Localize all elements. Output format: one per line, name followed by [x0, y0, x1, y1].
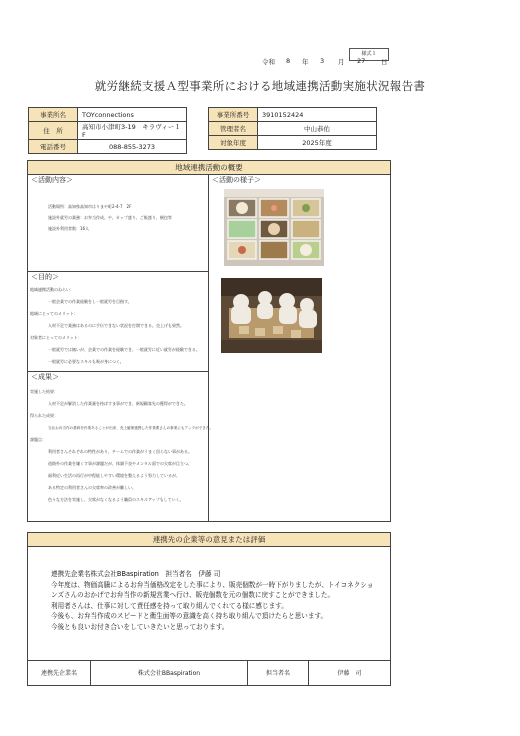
page-title: 就労継続支援Ａ型事業所における地域連携活動実施状況報告書: [94, 79, 426, 93]
fiscal-year-value: 2025年度: [258, 136, 377, 150]
column-divider: [208, 175, 209, 521]
purpose-heading: ＜目的＞: [31, 273, 59, 281]
result-line: 人材不足が解消した作業量を持ぼすま事ができ、新規顧客先の獲得ができた。: [48, 401, 188, 406]
date-day-unit: 日: [381, 58, 388, 66]
date-era: 令和: [262, 58, 275, 66]
date-day: 27: [357, 57, 366, 65]
date-year-unit: 年: [302, 58, 309, 66]
purpose-line: 人材不足で業務はあるのに手伝できない状況を打開できる。売上げも果然。: [48, 323, 184, 328]
result-line: 得られた成果：: [30, 413, 58, 418]
manager-label: 管理者名: [209, 122, 258, 136]
purpose-line: 対象者にとってのメリット：: [30, 335, 82, 340]
result-cell: [28, 371, 214, 522]
phone-label: 電話番号: [29, 140, 78, 154]
evaluation-footer-row: [28, 660, 390, 686]
purpose-line: 地域にとってのメリット：: [30, 311, 78, 316]
fiscal-year-label: 対象年度: [209, 136, 258, 150]
phone-value: 088-855-3273: [78, 140, 187, 154]
office-number-value: 3910152424: [258, 108, 377, 122]
activity-overview-section: [27, 160, 391, 522]
evaluation-line: 今後とも良いお付き合いをしていきたいと思っております。: [51, 622, 229, 631]
activity-overview-band: 地域連携活動の概要: [28, 161, 390, 175]
workers-photo: [221, 278, 322, 353]
result-heading: ＜成果＞: [31, 373, 59, 381]
activity-state-heading: ＜活動の様子＞: [212, 176, 261, 184]
partner-company-label: 連携先企業名: [28, 661, 91, 686]
office-name-value: TOYconnections: [78, 108, 187, 122]
content-line: 活動場所：高知県高知市はりまや町2-4-7 2F: [48, 204, 132, 209]
result-line: 実施した結果：: [30, 389, 58, 394]
result-line: ある特定の利用者さんの欠席率の改善が難しい。: [48, 485, 136, 490]
purpose-line: 一般就労では無いが、企業での作業を経験でき、一般就労に近い就労が経験できる。: [48, 347, 200, 352]
evaluation-line: 連携先企業名株式会社BBaspiration 担当者名 伊藤 司: [51, 570, 221, 578]
date-year: 8: [286, 57, 291, 65]
evaluation-line: 利用者さんは、仕事に対して責任感を持って取り組んでくれてる様に感じます。: [51, 601, 288, 610]
partner-evaluation-band: 連携先の企業等の意見または評価: [28, 533, 390, 547]
activity-content-cell: [28, 175, 208, 270]
purpose-line: 地域連携活動のねらい：: [30, 287, 74, 292]
partner-evaluation-section: [27, 532, 391, 686]
evaluation-line: 今年度は、物価高騰によるお弁当価格改定をした事により、販売個数が一時下がりましたが、トイコネクショ: [51, 580, 374, 589]
purpose-line: 一般企業での作業経験をし一般就労を目指す。: [48, 299, 132, 304]
evaluation-line: ンズさんのおかげでお弁当作の新規営業へ行け、販売個数を元の個数に戻すことができました。: [51, 591, 335, 600]
partner-person-value: 伊藤 司: [337, 670, 362, 677]
content-line: 施設外就労の業務：お弁当作成、や、カップ盛り、ご飯盛り、梱包等: [48, 215, 172, 220]
office-name-label: 事業所名: [29, 108, 78, 122]
partner-person-label: 担当者名: [248, 661, 309, 686]
address-value: 高知市小津町3-19 キラヴィー１F: [78, 122, 187, 140]
address-label: 住 所: [29, 122, 78, 140]
result-line: 道路外の作業を嫌くす事が課題だが、体調不良やメンタル面での欠席が目立つ。: [48, 461, 192, 466]
result-line: 当社お弁当作の基幹を作業あることが出来、売上確保連携した作業要さんの事業にもアップができた。: [48, 426, 214, 430]
partner-company-value: 株式会社BBaspiration: [91, 661, 248, 686]
activity-content-heading: ＜活動内容＞: [31, 176, 73, 184]
purpose-line: 一般就労に必要なスキルも吸が身につく。: [48, 359, 124, 364]
result-line: 課題点：: [30, 437, 46, 442]
result-line: 色々な方法を実施し、欠席がなくなるよう職員のスキルアップもしていく。: [48, 497, 184, 502]
office-info-table-right: [208, 107, 377, 150]
result-line: 福利近い生活の再行が中程能しやすい環境を整えるよう努力しているが、: [48, 473, 180, 478]
manager-value: 中山恭佑: [258, 122, 377, 136]
content-line: 施設外利用者数：16人: [48, 226, 90, 231]
evaluation-line: 今後も、お弁当作成のスピードと衛生面等の意識を高く持ち取り組んで頂けたらと思います。: [51, 612, 328, 621]
office-info-table-left: [28, 107, 187, 154]
bento-photo: [224, 189, 324, 266]
date-month: 3: [320, 57, 325, 65]
result-line: 利用者さんそれぞれの特性があり、チームでの作業がうまく回らない事がある。: [48, 449, 192, 454]
form-number-stamp: 様式１: [349, 48, 389, 61]
purpose-cell: [28, 271, 208, 372]
date-month-unit: 月: [338, 58, 345, 66]
office-number-label: 事業所番号: [209, 108, 258, 122]
